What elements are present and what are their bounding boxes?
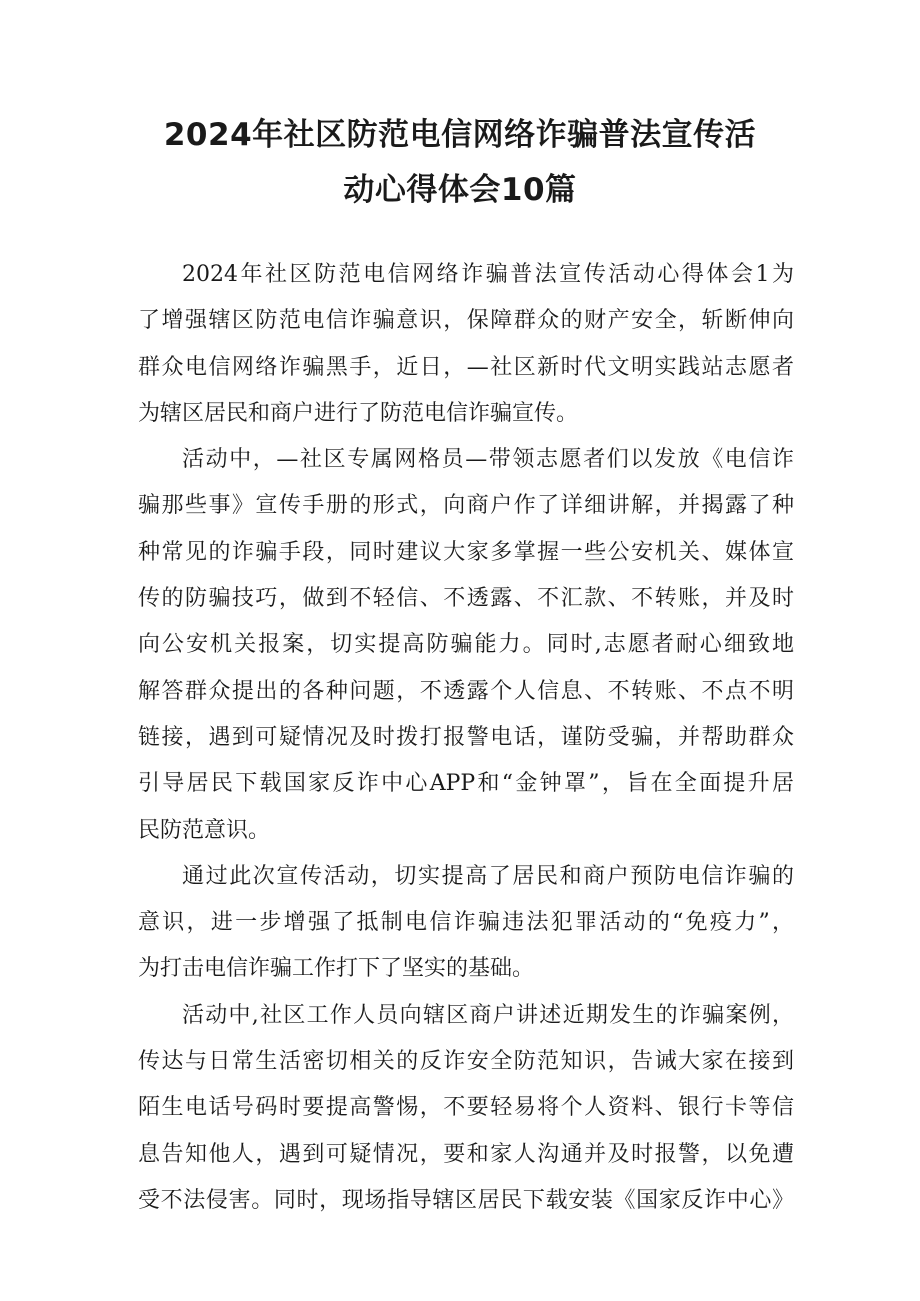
text-line: 息告知他人，遇到可疑情况，要和家人沟通并及时报警，以免遭 — [138, 1141, 794, 1167]
text-line: 通过此次宣传活动，切实提高了居民和商户预防电信诈骗的 — [182, 863, 794, 889]
text-line: 引导居民下载国家反诈中心APP和“金钟罩”，旨在全面提升居 — [138, 771, 794, 797]
paragraph-2 — [138, 437, 794, 854]
text-line: 传达与日常生活密切相关的反诈安全防范知识，告诫大家在接到 — [138, 1049, 794, 1075]
text-line: 链接，遇到可疑情况及时拨打报警电话，谨防受骗，并帮助群众 — [138, 724, 794, 750]
text-line: 种常见的诈骗手段，同时建议大家多掌握一些公安机关、媒体宣 — [138, 539, 794, 565]
text-line: 为辖区居民和商户进行了防范电信诈骗宣传。 — [138, 400, 579, 426]
text-line: 陌生电话号码时要提高警惕，不要轻易将个人资料、银行卡等信 — [138, 1095, 794, 1121]
text-line: 骗那些事》宣传手册的形式，向商户作了详细讲解，并揭露了种 — [138, 493, 794, 519]
text-line: 解答群众提出的各种问题，不透露个人信息、不转账、不点不明 — [138, 678, 794, 704]
text-line: 活动中，—社区专属网格员—带领志愿者们以发放《电信诈 — [182, 447, 794, 473]
text-line: 了增强辖区防范电信诈骗意识，保障群众的财产安全，斩断伸向 — [138, 308, 794, 334]
text-line: 受不法侵害。同时，现场指导辖区居民下载安装《国家反诈中心》 — [138, 1187, 794, 1213]
document-title — [138, 108, 782, 218]
text-line: 意识，进一步增强了抵制电信诈骗违法犯罪活动的“免疫力”， — [138, 910, 794, 936]
text-line: 为打击电信诈骗工作打下了坚实的基础。 — [138, 956, 535, 982]
text-line: 活动中,社区工作人员向辖区商户讲述近期发生的诈骗案例， — [182, 1002, 794, 1028]
title-line-2: 动心得体会10篇 — [343, 172, 577, 208]
text-line: 民防范意识。 — [138, 817, 271, 843]
paragraph-1 — [138, 252, 794, 437]
document-body — [138, 252, 794, 1224]
text-line: 2024年社区防范电信网络诈骗普法宣传活动心得体会1为 — [182, 262, 794, 287]
title-line-1: 2024年社区防范电信网络诈骗普法宣传活 — [163, 117, 757, 153]
text-line: 向公安机关报案，切实提高防骗能力。同时,志愿者耐心细致地 — [138, 632, 794, 658]
paragraph-3 — [138, 854, 794, 993]
text-line: 传的防骗技巧，做到不轻信、不透露、不汇款、不转账，并及时 — [138, 586, 794, 612]
paragraph-4 — [138, 993, 794, 1224]
text-line: 群众电信网络诈骗黑手，近日，—社区新时代文明实践站志愿者 — [138, 354, 794, 380]
